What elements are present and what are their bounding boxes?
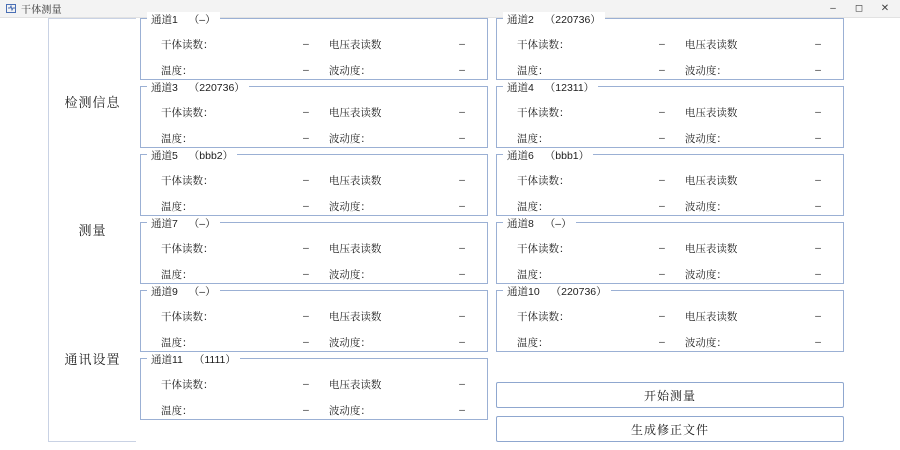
channel-serial: （bbb1） [544, 150, 590, 162]
temperature-value: – [303, 404, 309, 416]
fluctuation-field [679, 335, 835, 350]
temperature-value: – [659, 64, 665, 76]
channel-legend [503, 216, 576, 231]
temperature-label: 温度： [517, 132, 549, 145]
voltmeter-reading-field [323, 37, 479, 52]
temperature-label: 温度： [161, 336, 193, 349]
app-icon [6, 3, 17, 14]
channel-id: 通道9 [151, 286, 178, 298]
channel-row-temperature [505, 329, 835, 355]
dry-body-reading-label: 干体读数： [517, 106, 570, 119]
channel-panel-9 [140, 286, 488, 352]
fluctuation-field [679, 267, 835, 282]
channel-id: 通道5 [151, 150, 178, 162]
fluctuation-field [323, 335, 479, 350]
temperature-value: – [659, 336, 665, 348]
voltmeter-reading-label: 电压表读数 [328, 242, 382, 255]
channel-legend [147, 216, 220, 231]
voltmeter-reading-label: 电压表读数 [684, 174, 738, 187]
voltmeter-reading-value: – [815, 106, 821, 118]
voltmeter-reading-label: 电压表读数 [328, 378, 382, 391]
dry-body-reading-label: 干体读数： [161, 106, 214, 119]
channel-row-temperature [149, 397, 479, 423]
fluctuation-label: 波动度： [328, 132, 371, 145]
channel-row-readings [505, 99, 835, 125]
channel-cell [136, 82, 492, 154]
channel-row-readings [149, 31, 479, 57]
dry-body-reading-field [149, 377, 323, 392]
channel-legend [147, 148, 237, 163]
channel-serial: （220736） [188, 82, 245, 94]
voltmeter-reading-label: 电压表读数 [684, 242, 738, 255]
channel-legend [503, 80, 598, 95]
dry-body-reading-label: 干体读数： [161, 310, 214, 323]
voltmeter-reading-value: – [459, 38, 465, 50]
channel-panel-4 [496, 82, 844, 148]
channel-serial: （–） [188, 14, 216, 26]
window-content [0, 14, 900, 450]
dry-body-reading-value: – [303, 242, 309, 254]
maximize-button[interactable]: ◻ [854, 2, 864, 14]
voltmeter-reading-label: 电压表读数 [328, 106, 382, 119]
temperature-value: – [303, 132, 309, 144]
dry-body-reading-field [149, 241, 323, 256]
fluctuation-label: 波动度： [684, 64, 727, 77]
channel-row-readings [505, 303, 835, 329]
fluctuation-field [323, 199, 479, 214]
voltmeter-reading-field [323, 377, 479, 392]
fluctuation-value: – [815, 200, 821, 212]
channel-panel-1 [140, 14, 488, 80]
dry-body-reading-field [505, 173, 679, 188]
fluctuation-field [323, 267, 479, 282]
dry-body-reading-value: – [659, 106, 665, 118]
channel-panel-3 [140, 82, 488, 148]
fluctuation-label: 波动度： [328, 64, 371, 77]
temperature-label: 温度： [161, 64, 193, 77]
channel-cell [136, 14, 492, 86]
dry-body-reading-field [505, 241, 679, 256]
dry-body-reading-label: 干体读数： [517, 38, 570, 51]
channel-row-readings [149, 167, 479, 193]
channel-panel-10 [496, 286, 844, 352]
fluctuation-field [679, 63, 835, 78]
temperature-value: – [659, 200, 665, 212]
channel-cell [136, 150, 492, 222]
dry-body-reading-label: 干体读数： [517, 310, 570, 323]
fluctuation-label: 波动度： [328, 268, 371, 281]
voltmeter-reading-label: 电压表读数 [328, 174, 382, 187]
temperature-field [505, 267, 679, 282]
temperature-value: – [303, 336, 309, 348]
dry-body-reading-value: – [303, 378, 309, 390]
channel-id: 通道4 [507, 82, 534, 94]
sidebar-item-detection-info[interactable] [49, 82, 136, 121]
channel-cell [492, 286, 848, 358]
voltmeter-reading-field [323, 105, 479, 120]
dry-body-reading-value: – [659, 38, 665, 50]
voltmeter-reading-label: 电压表读数 [328, 310, 382, 323]
voltmeter-reading-field [679, 241, 835, 256]
voltmeter-reading-value: – [459, 310, 465, 322]
voltmeter-reading-field [679, 309, 835, 324]
channel-cell [492, 150, 848, 222]
channel-serial: （220736） [544, 14, 601, 26]
channel-legend [147, 352, 240, 367]
channel-serial: （–） [188, 286, 216, 298]
channel-row-readings [505, 31, 835, 57]
temperature-label: 温度： [161, 200, 193, 213]
fluctuation-field [323, 403, 479, 418]
channel-cell [136, 354, 492, 426]
temperature-value: – [303, 64, 309, 76]
channel-panel-11 [140, 354, 488, 420]
voltmeter-reading-value: – [815, 174, 821, 186]
channel-cell [492, 218, 848, 290]
fluctuation-value: – [459, 404, 465, 416]
action-button-group [496, 382, 844, 442]
generate-correction-file-button[interactable]: 生成修正文件 [496, 416, 844, 442]
sidebar-item-label: 检测信息 [64, 94, 121, 110]
window-title: 干体测量 [21, 5, 62, 16]
voltmeter-reading-label: 电压表读数 [684, 310, 738, 323]
fluctuation-label: 波动度： [684, 132, 727, 145]
voltmeter-reading-value: – [815, 310, 821, 322]
fluctuation-label: 波动度： [684, 200, 727, 213]
dry-body-reading-field [505, 309, 679, 324]
fluctuation-label: 波动度： [328, 404, 371, 417]
fluctuation-value: – [815, 336, 821, 348]
channel-row-readings [505, 235, 835, 261]
voltmeter-reading-value: – [459, 378, 465, 390]
channel-row-readings [149, 235, 479, 261]
channel-legend [147, 12, 220, 27]
temperature-field [505, 131, 679, 146]
temperature-value: – [303, 268, 309, 280]
temperature-field [149, 335, 323, 350]
fluctuation-value: – [815, 64, 821, 76]
channel-serial: （220736） [550, 286, 607, 298]
fluctuation-label: 波动度： [684, 268, 727, 281]
dry-body-reading-value: – [303, 310, 309, 322]
voltmeter-reading-value: – [459, 174, 465, 186]
fluctuation-field [323, 63, 479, 78]
sidebar-item-label: 测量 [78, 223, 107, 239]
title-bar [0, 0, 900, 18]
dry-body-reading-value: – [303, 174, 309, 186]
start-measure-button[interactable]: 开始测量 [496, 382, 844, 408]
dry-body-reading-label: 干体读数： [161, 378, 214, 391]
channel-cell [136, 218, 492, 290]
channel-legend [503, 12, 605, 27]
dry-body-reading-label: 干体读数： [161, 174, 214, 187]
sidebar [48, 18, 136, 442]
temperature-field [149, 267, 323, 282]
fluctuation-value: – [815, 268, 821, 280]
temperature-field [505, 335, 679, 350]
voltmeter-reading-value: – [815, 38, 821, 50]
channel-grid [136, 14, 848, 426]
channel-panel-7 [140, 218, 488, 284]
fluctuation-value: – [815, 132, 821, 144]
dry-body-reading-field [149, 173, 323, 188]
channel-row-readings [149, 303, 479, 329]
dry-body-reading-label: 干体读数： [517, 174, 570, 187]
temperature-label: 温度： [517, 64, 549, 77]
channel-row-readings [505, 167, 835, 193]
temperature-label: 温度： [517, 268, 549, 281]
channel-id: 通道11 [151, 354, 183, 366]
channel-id: 通道10 [507, 286, 540, 298]
temperature-label: 温度： [517, 336, 549, 349]
voltmeter-reading-label: 电压表读数 [684, 38, 738, 51]
fluctuation-value: – [459, 64, 465, 76]
channel-cell [492, 82, 848, 154]
voltmeter-reading-field [323, 309, 479, 324]
fluctuation-field [323, 131, 479, 146]
fluctuation-label: 波动度： [328, 200, 371, 213]
fluctuation-value: – [459, 336, 465, 348]
dry-body-reading-field [149, 309, 323, 324]
channel-legend [147, 284, 220, 299]
channel-legend [147, 80, 249, 95]
dry-body-reading-label: 干体读数： [517, 242, 570, 255]
temperature-field [149, 403, 323, 418]
temperature-field [149, 199, 323, 214]
fluctuation-field [679, 131, 835, 146]
voltmeter-reading-field [679, 105, 835, 120]
voltmeter-reading-value: – [815, 242, 821, 254]
voltmeter-reading-field [323, 241, 479, 256]
fluctuation-label: 波动度： [328, 336, 371, 349]
dry-body-reading-value: – [659, 310, 665, 322]
channel-cell [492, 14, 848, 86]
dry-body-reading-label: 干体读数： [161, 38, 214, 51]
channel-panel-6 [496, 150, 844, 216]
channel-legend [503, 148, 593, 163]
dry-body-reading-value: – [659, 242, 665, 254]
channel-serial: （1111） [193, 354, 236, 366]
fluctuation-label: 波动度： [684, 336, 727, 349]
close-button[interactable]: ✕ [880, 2, 890, 14]
channel-id: 通道7 [151, 218, 178, 230]
channel-id: 通道1 [151, 14, 178, 26]
channel-panel-8 [496, 218, 844, 284]
channel-serial: （bbb2） [188, 150, 234, 162]
voltmeter-reading-field [679, 173, 835, 188]
sidebar-item-comm-settings[interactable] [49, 339, 136, 378]
dry-body-reading-label: 干体读数： [161, 242, 214, 255]
dry-body-reading-field [149, 105, 323, 120]
temperature-field [149, 131, 323, 146]
fluctuation-field [679, 199, 835, 214]
minimize-button[interactable]: – [830, 2, 836, 14]
voltmeter-reading-value: – [459, 106, 465, 118]
temperature-label: 温度： [161, 268, 193, 281]
dry-body-reading-field [149, 37, 323, 52]
channel-id: 通道2 [507, 14, 534, 26]
temperature-value: – [659, 268, 665, 280]
channel-id: 通道8 [507, 218, 534, 230]
fluctuation-value: – [459, 200, 465, 212]
voltmeter-reading-value: – [459, 242, 465, 254]
dry-body-reading-field [505, 37, 679, 52]
channel-id: 通道6 [507, 150, 534, 162]
channel-legend [503, 284, 611, 299]
channel-serial: （–） [188, 218, 216, 230]
channel-row-readings [149, 99, 479, 125]
temperature-field [149, 63, 323, 78]
temperature-value: – [659, 132, 665, 144]
voltmeter-reading-label: 电压表读数 [328, 38, 382, 51]
channel-id: 通道3 [151, 82, 178, 94]
main-panel [136, 14, 848, 442]
dry-body-reading-value: – [659, 174, 665, 186]
channel-cell [136, 286, 492, 358]
temperature-value: – [303, 200, 309, 212]
channel-serial: （12311） [544, 82, 595, 94]
temperature-field [505, 199, 679, 214]
channel-panel-2 [496, 14, 844, 80]
dry-body-reading-value: – [303, 38, 309, 50]
channel-row-readings [149, 371, 479, 397]
fluctuation-value: – [459, 268, 465, 280]
temperature-label: 温度： [517, 200, 549, 213]
dry-body-reading-field [505, 105, 679, 120]
sidebar-item-label: 通讯设置 [64, 352, 121, 368]
fluctuation-value: – [459, 132, 465, 144]
voltmeter-reading-label: 电压表读数 [684, 106, 738, 119]
voltmeter-reading-field [323, 173, 479, 188]
temperature-label: 温度： [161, 404, 193, 417]
channel-serial: （–） [544, 218, 572, 230]
temperature-field [505, 63, 679, 78]
sidebar-item-measure[interactable] [49, 210, 136, 249]
channel-panel-5 [140, 150, 488, 216]
temperature-label: 温度： [161, 132, 193, 145]
voltmeter-reading-field [679, 37, 835, 52]
dry-body-reading-value: – [303, 106, 309, 118]
